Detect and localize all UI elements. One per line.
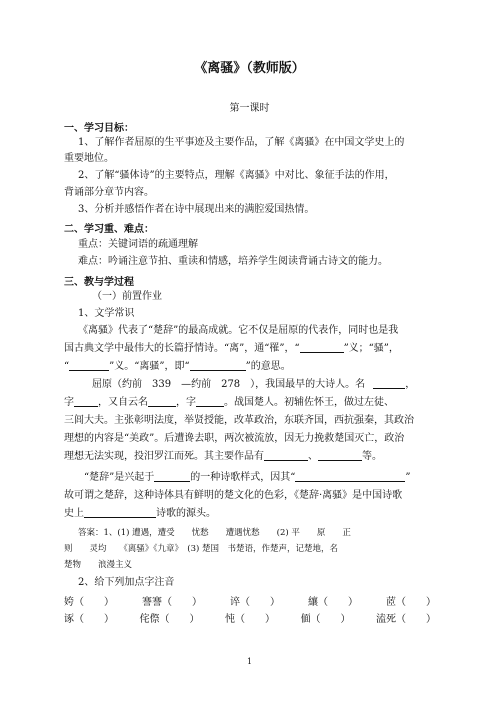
- blank-line: [74, 396, 98, 407]
- difficult-point: 难点：吟诵注意节拍、重读和情感，培养学生阅读背诵古诗文的能力。: [78, 256, 388, 267]
- section-heading-process: 三、教与学过程: [64, 277, 134, 288]
- pinyin-item: 侘傺（ ）: [139, 614, 200, 625]
- para1-line: “ ”义。“离骚”，即“ ”的意思。: [64, 361, 291, 372]
- goal-line: 2、了解“骚体诗”的主要特点，理解《离骚》中对比、象征手法的作用，: [78, 170, 395, 181]
- pinyin-item: 姱（ ）: [64, 597, 114, 608]
- blank-line: [190, 360, 246, 371]
- answer-line: 答案：1、(1) 遭遇，遭受 忧愁 遭遇忧愁 (2) 平 原 正: [78, 528, 351, 538]
- para3-line: 史上 诗歌的源头。: [64, 508, 216, 519]
- section-heading-points: 二、学习重、难点：: [64, 224, 154, 235]
- pinyin-item: 纕（ ）: [308, 597, 358, 608]
- blank-line: [69, 360, 109, 371]
- pinyin-item: 茝（ ）: [386, 597, 436, 608]
- answer-line: 楚物 浪漫主义: [64, 560, 133, 570]
- para1-line: 国古典文学中最伟大的长篇抒情诗。“离”，通“罹”，“ ”义；“骚”，: [64, 343, 399, 354]
- blank-line: [295, 471, 405, 482]
- pinyin-item: 谇（ ）: [230, 597, 280, 608]
- blank-line: [84, 507, 156, 518]
- para2-line: 理想无法实现，投汨罗江而死。其主要作品有 、 等。: [64, 451, 382, 462]
- blank-line: [148, 396, 176, 407]
- lesson-subtitle: 第一课时: [229, 103, 270, 114]
- para2-line: 三闾大夫。主张彰明法度，举贤授能，改革政治，东联齐国，西抗强秦，其政治: [64, 415, 414, 426]
- literary-knowledge-label: 1、文学常识: [78, 308, 135, 319]
- goal-line: 重要地位。: [64, 153, 114, 164]
- key-point: 重点：关键词语的疏通理解: [78, 239, 198, 250]
- blank-line: [154, 471, 190, 482]
- para1-line: 《离骚》代表了“楚辞”的最高成就。它不仅是屈原的代表作，同时也是我: [78, 325, 399, 336]
- goal-line: 1、了解作者屈原的生平事迹及主要作品，了解《离骚》在中国文学史上的: [78, 137, 405, 148]
- pinyin-item: 偭（ ）: [300, 614, 351, 625]
- blank-line: [373, 378, 405, 389]
- para2-line: 理想的内容是“美政”。后遭谗去职，两次被流放，因无力挽救楚国灭亡，政治: [64, 433, 405, 444]
- answer-line: 则 灵均 《离骚》《九章》 (3) 楚国 书楚语，作楚声，记楚地，名: [64, 544, 338, 554]
- pinyin-item: 溘死（ ）: [376, 614, 436, 625]
- pinyin-item: 忳（ ）: [225, 614, 275, 625]
- pinyin-item: 诼（ ）: [64, 614, 114, 625]
- pre-assignment: （一）前置作业: [92, 291, 162, 302]
- pinyin-row: [64, 610, 436, 625]
- section-heading-goals: 一、学习目标：: [64, 123, 134, 134]
- para3-line: 故可谓之楚辞，这种诗体具有鲜明的楚文化的色彩，《楚辞·离骚》是中国诗歌: [64, 490, 403, 501]
- blank-line: [318, 450, 362, 461]
- pinyin-label: 2、给下列加点字注音: [78, 577, 175, 588]
- para2-line: 屈原（约前 339 —约前 278 ），我国最早的大诗人。名 ，: [92, 379, 416, 390]
- goal-line: 3、分析并感悟作者在诗中展现出来的满腔爱国热情。: [78, 204, 315, 215]
- para2-line: 字 ，又自云名 ，字 。战国楚人。初辅佐怀王，做过左徒、: [64, 397, 394, 408]
- blank-line: [300, 342, 344, 353]
- para3-line: “楚辞”是兴起于 的一种诗歌样式，因其“ ”: [84, 472, 411, 483]
- goal-line: 背诵部分章节内容。: [64, 187, 154, 198]
- pinyin-row: [64, 593, 436, 608]
- page-number: 1: [246, 657, 253, 666]
- blank-line: [196, 396, 224, 407]
- blank-line: [264, 450, 308, 461]
- page-title: 《离骚》（教师版）: [194, 61, 305, 76]
- pinyin-item: 謇謇（ ）: [142, 597, 202, 608]
